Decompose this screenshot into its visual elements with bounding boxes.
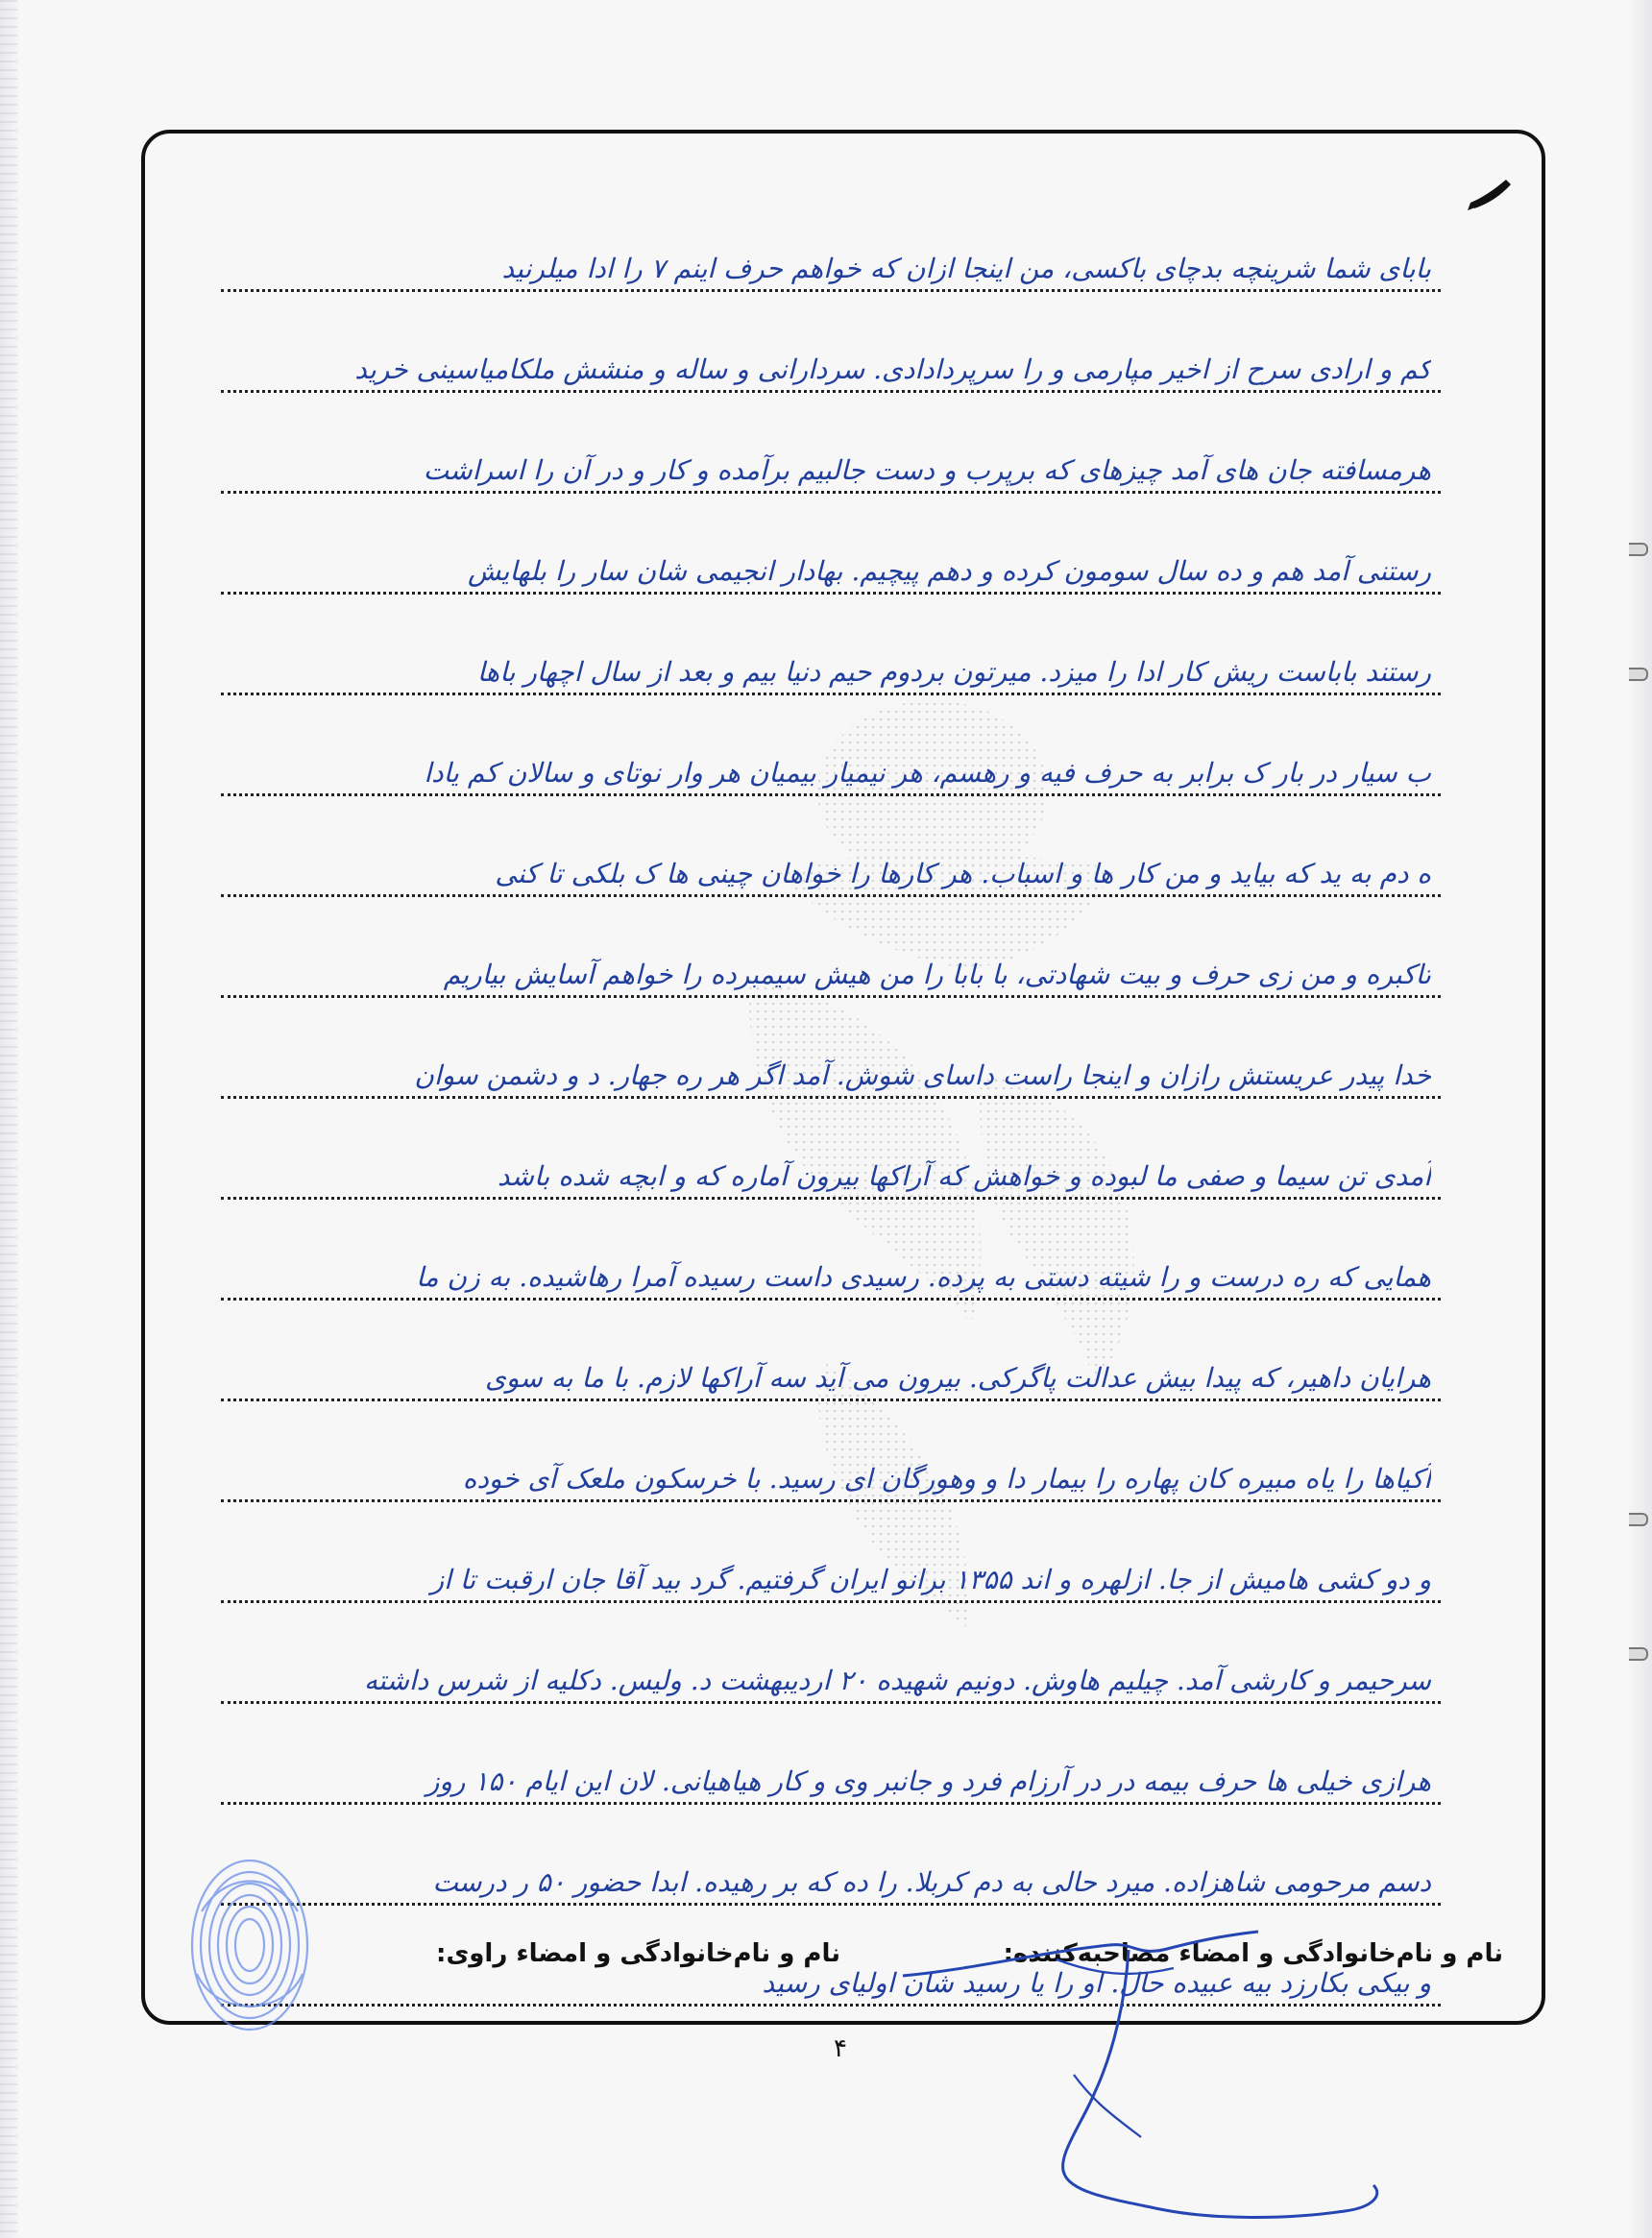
narrator-signature-label: نام و نام‌خانوادگی و امضاء راوی: <box>436 1939 840 1968</box>
writing-line <box>221 1209 1441 1310</box>
writing-line <box>221 503 1441 604</box>
handwritten-line: کم و ارادی سرح از اخیر مپارمی و را سرپردادادی. سردارانی و ساله و منشش ملکامیاسینی خرید <box>354 353 1431 385</box>
page-frame <box>141 130 1545 2025</box>
writing-line <box>221 302 1441 402</box>
writing-line <box>221 806 1441 907</box>
handwritten-line: آکیاها را یاه مبیره کان پهاره را بیمار دا و وهورگان ای رسید. با خرسکون ملعک آی خوده <box>462 1463 1431 1495</box>
writing-line <box>221 1310 1441 1411</box>
handwritten-line: رستند باباست ریش کار ادا را میزد. میرتون بردوم حیم دنیا بیم و بعد از سال اچهار باها <box>476 656 1431 688</box>
handwritten-line: بابای شما شرینچه بدچای باکسی، من اینجا ازان که خواهم حرف اینم ۷ را ادا میلرنید <box>501 253 1431 284</box>
writing-line <box>221 1108 1441 1209</box>
writing-line <box>221 705 1441 806</box>
fingerprint-mark <box>173 1844 327 2056</box>
signature-mark <box>893 1907 1393 2224</box>
writing-line <box>221 604 1441 705</box>
handwritten-line: رستنی آمد هم و ده سال سومون کرده و دهم پیچیم. بهادار انجیمی شان سار را بلهایش <box>467 555 1431 587</box>
writing-line <box>221 1714 1441 1814</box>
pen-icon <box>1465 174 1515 214</box>
staple-mark <box>1629 1513 1648 1526</box>
handwritten-line: و بیکی بکارزد بیه عبیده حال. او را یا رسید شان اولیای رسید <box>762 1967 1431 1999</box>
staple-mark <box>1629 543 1648 556</box>
handwritten-line: ب سیار در بار ک برابر به حرف فیه و رهسم، هر نیمیار بیمیان هر وار نوتای و سالان کم یادا <box>424 757 1431 789</box>
handwritten-line: هرایان داهیر، که پیدا بیش عدالت پاگرکی. بیرون می آید سه آراکها لازم. با ما به سوی <box>484 1362 1431 1394</box>
staple-mark <box>1629 668 1648 681</box>
writing-line <box>221 1411 1441 1512</box>
writing-line <box>221 1008 1441 1108</box>
writing-line <box>221 201 1441 302</box>
interviewer-signature-label: نام و نام‌خانوادگی و امضاء مصاحبه‌کننده: <box>1003 1939 1503 1968</box>
handwritten-line: سرحیمر و کارشی آمد. چیلیم هاوش. دونیم شهیده ۲۰ اردیبهشت د. ولیس. دکلیه از شرس داشته <box>364 1665 1431 1696</box>
handwritten-line: هرازی خیلی ها حرف بیمه در در آرزام فرد و جانبر وی و کار هیاهیانی. لان این ایام ۱۵۰ روز <box>425 1765 1431 1797</box>
writing-line <box>221 1814 1441 1915</box>
handwritten-line: و دو کشی هامیش از جا. ازلهره و اند ۱۳۵۵ برانو ایران گرفتیم. گرد بید آقا جان ارقبت تا از <box>430 1564 1431 1595</box>
writing-lines <box>221 201 1441 2016</box>
handwritten-line: هرمسافته جان های آمد چیزهای که برپرب و دست جالبیم برآمده و کار و در آن را اسراشت <box>423 454 1431 486</box>
writing-line <box>221 1512 1441 1613</box>
binding-marks <box>0 0 17 2238</box>
handwritten-line: آمدی تن سیما و صفی ما لبوده و خواهش که آراکها بیرون آماره که و ابچه شده باشد <box>497 1160 1431 1192</box>
writing-line <box>221 1613 1441 1714</box>
writing-line <box>221 402 1441 503</box>
handwritten-line: همایی که ره درست و را شیته دستی به پرده. رسیدی داست رسیده آمرا رهاشیده. به زن ما <box>416 1261 1431 1293</box>
handwritten-line: دسم مرحومی شاهزاده. میرد حالی به دم کربلا. را ده که بر رهیده. ابدا حضور ۵۰ ر درست <box>432 1866 1431 1898</box>
writing-line <box>221 907 1441 1008</box>
handwritten-line: تاکبره و من زی حرف و بیت شهادتی، با بابا را من هیش سیمبرده را خواهم آسایش بیاریم <box>443 959 1431 990</box>
handwritten-line: خدا پیدر عریستش رازان و اینجا راست داسای شوش. آمد اگر هر ره جهار. د و دشمن سوان <box>414 1059 1431 1091</box>
handwritten-line: ه دم به ید که بیاید و من کار ها و اسباب. هر کارها را خواهان چینی ها ک بلکی تا کنی <box>495 858 1431 889</box>
staple-mark <box>1629 1647 1648 1661</box>
scan-edge-right <box>1627 0 1652 2238</box>
page-number: ۴ <box>834 2034 847 2063</box>
